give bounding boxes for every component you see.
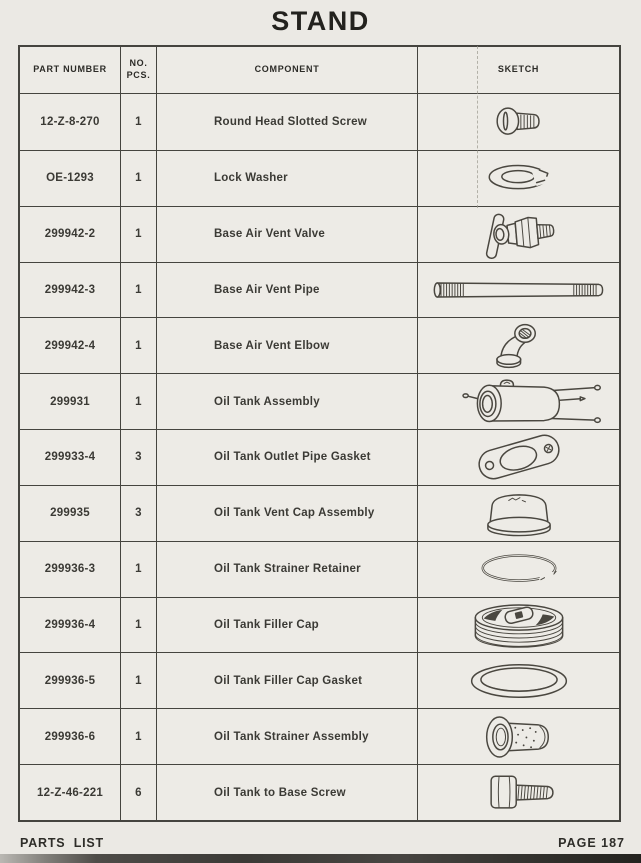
sketch-cell bbox=[418, 653, 619, 708]
sketch-cell bbox=[418, 207, 619, 262]
part-number-cell bbox=[20, 709, 121, 764]
sketch-cell bbox=[418, 374, 619, 429]
part-number: 299936-6 bbox=[44, 730, 96, 743]
component-name: Round Head Slotted Screw bbox=[214, 115, 367, 128]
part-number-cell bbox=[20, 486, 121, 541]
pcs-count: 1 bbox=[135, 395, 142, 408]
component-name: Oil Tank Vent Cap Assembly bbox=[214, 507, 375, 520]
pcs-count: 1 bbox=[135, 730, 142, 743]
parts-table bbox=[18, 45, 621, 822]
table-row bbox=[20, 317, 619, 373]
table-row bbox=[20, 94, 619, 150]
sketch-cell bbox=[418, 598, 619, 653]
table-row bbox=[20, 652, 619, 708]
header-component: COMPONENT bbox=[157, 47, 418, 93]
sketch-cell bbox=[418, 94, 619, 150]
header-no-pcs-line2: PCS. bbox=[126, 70, 151, 80]
part-number-cell bbox=[20, 207, 121, 262]
part-number: 299942-4 bbox=[44, 339, 96, 352]
base-screw-icon bbox=[420, 767, 618, 819]
component-cell bbox=[157, 542, 418, 597]
filler-cap-gasket-icon bbox=[420, 655, 618, 707]
part-number-cell bbox=[20, 263, 121, 318]
air-vent-elbow-icon bbox=[420, 320, 618, 372]
vent-cap-icon bbox=[420, 487, 618, 539]
component-name: Oil Tank Strainer Assembly bbox=[214, 730, 369, 743]
part-number: 299942-2 bbox=[44, 228, 96, 241]
outlet-pipe-gasket-icon bbox=[420, 431, 618, 483]
component-cell bbox=[157, 430, 418, 485]
sketch-cell bbox=[418, 709, 619, 764]
component-name: Lock Washer bbox=[214, 172, 288, 185]
round-head-slotted-screw-icon bbox=[420, 96, 618, 148]
part-number: 299942-3 bbox=[44, 283, 96, 296]
table-row bbox=[20, 485, 619, 541]
component-name: Oil Tank Filler Cap Gasket bbox=[214, 674, 363, 687]
pcs-count: 1 bbox=[135, 283, 142, 296]
pcs-count: 6 bbox=[135, 786, 142, 799]
table-header-row bbox=[20, 47, 619, 94]
scan-edge-shadow bbox=[0, 854, 641, 863]
part-number-cell bbox=[20, 542, 121, 597]
pcs-cell bbox=[121, 653, 157, 708]
part-number: 299936-4 bbox=[44, 619, 96, 632]
part-number: OE-1293 bbox=[46, 172, 94, 185]
table-body bbox=[20, 94, 619, 820]
table-row bbox=[20, 597, 619, 653]
pcs-count: 1 bbox=[135, 115, 142, 128]
component-cell bbox=[157, 653, 418, 708]
part-number: 12-Z-46-221 bbox=[36, 786, 104, 799]
footer-parts-list-label: PARTS LIST bbox=[20, 836, 104, 850]
scan-crease-line bbox=[477, 46, 478, 208]
component-cell bbox=[157, 151, 418, 206]
pcs-count: 1 bbox=[135, 339, 142, 352]
sketch-cell bbox=[418, 430, 619, 485]
pcs-count: 3 bbox=[135, 451, 142, 464]
pcs-count: 1 bbox=[135, 172, 142, 185]
pcs-cell bbox=[121, 598, 157, 653]
part-number: 299933-4 bbox=[44, 451, 96, 464]
component-name: Oil Tank Assembly bbox=[214, 395, 320, 408]
table-row bbox=[20, 708, 619, 764]
air-vent-valve-icon bbox=[420, 208, 618, 260]
part-number-cell bbox=[20, 374, 121, 429]
component-cell bbox=[157, 207, 418, 262]
pcs-cell bbox=[121, 765, 157, 820]
part-number: 299935 bbox=[50, 507, 90, 520]
component-name: Oil Tank to Base Screw bbox=[214, 786, 346, 799]
pcs-cell bbox=[121, 486, 157, 541]
strainer-retainer-icon bbox=[420, 543, 618, 595]
table-row bbox=[20, 429, 619, 485]
pcs-cell bbox=[121, 207, 157, 262]
part-number-cell bbox=[20, 765, 121, 820]
component-cell bbox=[157, 598, 418, 653]
lock-washer-icon bbox=[420, 152, 618, 204]
pcs-cell bbox=[121, 263, 157, 318]
pcs-count: 1 bbox=[135, 228, 142, 241]
pcs-cell bbox=[121, 318, 157, 373]
header-no-pcs-line1: NO. bbox=[129, 58, 148, 69]
header-no-pcs bbox=[121, 47, 157, 93]
pcs-count: 1 bbox=[135, 563, 142, 576]
component-cell bbox=[157, 94, 418, 150]
part-number: 299931 bbox=[50, 395, 90, 408]
part-number-cell bbox=[20, 653, 121, 708]
table-row bbox=[20, 206, 619, 262]
component-cell bbox=[157, 486, 418, 541]
oil-tank-assembly-icon bbox=[420, 376, 618, 428]
component-name: Oil Tank Outlet Pipe Gasket bbox=[214, 451, 371, 464]
component-cell bbox=[157, 709, 418, 764]
component-name: Base Air Vent Elbow bbox=[214, 339, 330, 352]
header-sketch: SKETCH bbox=[497, 64, 540, 75]
pcs-cell bbox=[121, 374, 157, 429]
page-title: STAND bbox=[271, 6, 370, 36]
component-name: Oil Tank Filler Cap bbox=[214, 619, 319, 632]
part-number-cell bbox=[20, 318, 121, 373]
component-cell bbox=[157, 263, 418, 318]
pcs-cell bbox=[121, 94, 157, 150]
table-row bbox=[20, 262, 619, 318]
pcs-count: 3 bbox=[135, 507, 142, 520]
pcs-cell bbox=[121, 151, 157, 206]
part-number-cell bbox=[20, 430, 121, 485]
component-cell bbox=[157, 374, 418, 429]
component-cell bbox=[157, 318, 418, 373]
table-row bbox=[20, 373, 619, 429]
component-name: Base Air Vent Pipe bbox=[214, 283, 320, 296]
footer-page-number: PAGE 187 bbox=[558, 836, 625, 850]
pcs-cell bbox=[121, 542, 157, 597]
sketch-cell bbox=[418, 318, 619, 373]
part-number: 299936-5 bbox=[44, 674, 96, 687]
sketch-cell bbox=[418, 486, 619, 541]
sketch-cell bbox=[418, 542, 619, 597]
sketch-cell bbox=[418, 263, 619, 318]
air-vent-pipe-icon bbox=[420, 264, 618, 316]
component-name: Base Air Vent Valve bbox=[214, 228, 326, 241]
header-part-number: PART NUMBER bbox=[20, 47, 121, 93]
part-number-cell bbox=[20, 151, 121, 206]
pcs-cell bbox=[121, 430, 157, 485]
component-cell bbox=[157, 765, 418, 820]
part-number-cell bbox=[20, 94, 121, 150]
component-name: Oil Tank Strainer Retainer bbox=[214, 563, 361, 576]
sketch-cell bbox=[418, 151, 619, 206]
pcs-cell bbox=[121, 709, 157, 764]
strainer-assembly-icon bbox=[420, 711, 618, 763]
table-row bbox=[20, 764, 619, 820]
part-number-cell bbox=[20, 598, 121, 653]
part-number: 12-Z-8-270 bbox=[40, 115, 100, 128]
sketch-cell bbox=[418, 765, 619, 820]
pcs-count: 1 bbox=[135, 674, 142, 687]
table-row bbox=[20, 150, 619, 206]
pcs-count: 1 bbox=[135, 619, 142, 632]
table-row bbox=[20, 541, 619, 597]
part-number: 299936-3 bbox=[44, 563, 96, 576]
filler-cap-icon bbox=[420, 599, 618, 651]
